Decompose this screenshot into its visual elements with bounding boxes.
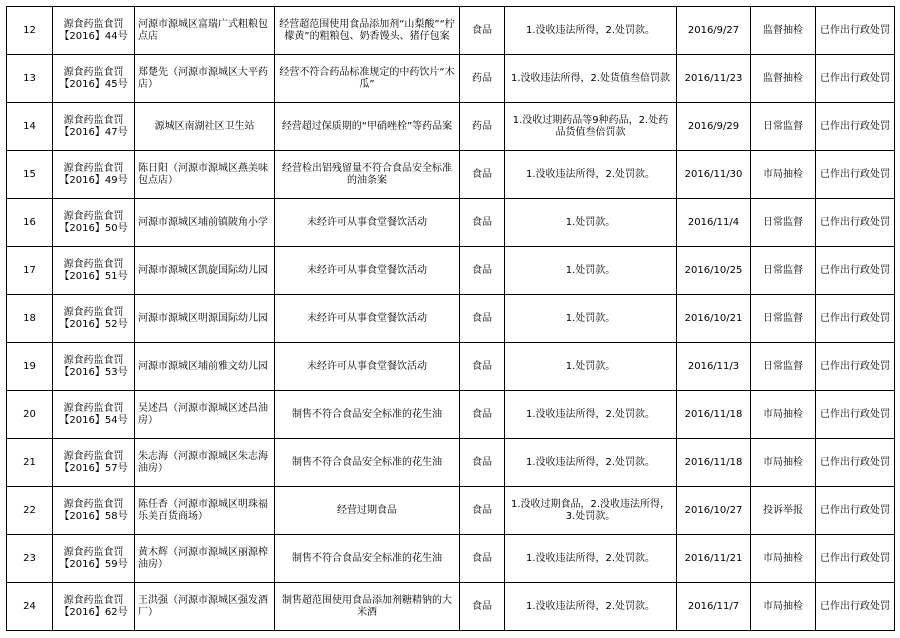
document-number-cell: 源食药监食罚【2016】53号 [53, 343, 135, 391]
party-name-cell: 陈任香（河源市源城区明珠福乐美百货商场） [135, 487, 275, 535]
violation-description-cell: 经营过期食品 [275, 487, 460, 535]
case-source-cell: 市局抽检 [751, 391, 816, 439]
penalty-content-cell: 1.没收违法所得，2.处罚款。 [505, 535, 677, 583]
category-cell: 食品 [460, 151, 505, 199]
violation-description-cell: 经营检出铝残留量不符合食品安全标准的油条案 [275, 151, 460, 199]
table-row [7, 7, 895, 55]
category-cell: 食品 [460, 583, 505, 631]
table-row [7, 535, 895, 583]
case-status-cell: 已作出行政处罚 [816, 247, 895, 295]
decision-date-cell: 2016/10/21 [677, 295, 751, 343]
row-number-cell: 16 [7, 199, 53, 247]
case-source-cell: 日常监督 [751, 199, 816, 247]
violation-description-cell: 未经许可从事食堂餐饮活动 [275, 343, 460, 391]
case-status-cell: 已作出行政处罚 [816, 55, 895, 103]
case-source-cell: 市局抽检 [751, 439, 816, 487]
row-number-cell: 21 [7, 439, 53, 487]
document-number-cell: 源食药监食罚【2016】45号 [53, 55, 135, 103]
decision-date-cell: 2016/11/18 [677, 391, 751, 439]
violation-description-cell: 经营超过保质期的“甲硝唑栓”等药品案 [275, 103, 460, 151]
violation-description-cell: 制售不符合食品安全标准的花生油 [275, 439, 460, 487]
party-name-cell: 河源市源城区凯旋国际幼儿园 [135, 247, 275, 295]
row-number-cell: 12 [7, 7, 53, 55]
decision-date-cell: 2016/11/4 [677, 199, 751, 247]
decision-date-cell: 2016/11/18 [677, 439, 751, 487]
penalty-content-cell: 1.没收过期食品，2.没收违法所得，3.处罚款。 [505, 487, 677, 535]
party-name-cell: 河源市源城区埔前镇陂角小学 [135, 199, 275, 247]
category-cell: 食品 [460, 199, 505, 247]
category-cell: 食品 [460, 295, 505, 343]
penalty-content-cell: 1.没收违法所得，2.处罚款。 [505, 151, 677, 199]
case-status-cell: 已作出行政处罚 [816, 199, 895, 247]
table-row [7, 247, 895, 295]
category-cell: 食品 [460, 487, 505, 535]
decision-date-cell: 2016/11/21 [677, 535, 751, 583]
category-cell: 食品 [460, 535, 505, 583]
table-row [7, 439, 895, 487]
document-number-cell: 源食药监食罚【2016】51号 [53, 247, 135, 295]
decision-date-cell: 2016/11/7 [677, 583, 751, 631]
row-number-cell: 15 [7, 151, 53, 199]
category-cell: 食品 [460, 7, 505, 55]
document-number-cell: 源食药监食罚【2016】52号 [53, 295, 135, 343]
document-number-cell: 源食药监食罚【2016】59号 [53, 535, 135, 583]
violation-description-cell: 制售不符合食品安全标准的花生油 [275, 535, 460, 583]
case-source-cell: 日常监督 [751, 295, 816, 343]
violation-description-cell: 经营超范围使用食品添加剂“山梨酸”“柠檬黄”的粗粮包、奶香馒头、猪仔包案 [275, 7, 460, 55]
document-number-cell: 源食药监食罚【2016】49号 [53, 151, 135, 199]
category-cell: 食品 [460, 343, 505, 391]
row-number-cell: 18 [7, 295, 53, 343]
document-number-cell: 源食药监食罚【2016】47号 [53, 103, 135, 151]
category-cell: 药品 [460, 103, 505, 151]
case-status-cell: 已作出行政处罚 [816, 151, 895, 199]
row-number-cell: 19 [7, 343, 53, 391]
violation-description-cell: 未经许可从事食堂餐饮活动 [275, 199, 460, 247]
row-number-cell: 17 [7, 247, 53, 295]
party-name-cell: 河源市源城区埔前雅文幼儿园 [135, 343, 275, 391]
party-name-cell: 河源市源城区富瑞广式粗粮包点店 [135, 7, 275, 55]
case-source-cell: 日常监督 [751, 247, 816, 295]
decision-date-cell: 2016/10/25 [677, 247, 751, 295]
table-row [7, 55, 895, 103]
party-name-cell: 郑楚先（河源市源城区大平药店） [135, 55, 275, 103]
penalty-content-cell: 1.没收违法所得，2.处罚款。 [505, 439, 677, 487]
table-row [7, 487, 895, 535]
document-number-cell: 源食药监食罚【2016】62号 [53, 583, 135, 631]
table-row [7, 103, 895, 151]
document-number-cell: 源食药监食罚【2016】54号 [53, 391, 135, 439]
case-source-cell: 监督抽检 [751, 55, 816, 103]
violation-description-cell: 制售不符合食品安全标准的花生油 [275, 391, 460, 439]
case-status-cell: 已作出行政处罚 [816, 103, 895, 151]
decision-date-cell: 2016/11/30 [677, 151, 751, 199]
case-source-cell: 市局抽检 [751, 583, 816, 631]
table-row [7, 391, 895, 439]
table-row [7, 151, 895, 199]
table-row [7, 343, 895, 391]
violation-description-cell: 制售超范围使用食品添加剂糖精钠的大米酒 [275, 583, 460, 631]
case-source-cell: 投诉举报 [751, 487, 816, 535]
penalty-content-cell: 1.没收违法所得，2.处货值叁倍罚款 [505, 55, 677, 103]
case-status-cell: 已作出行政处罚 [816, 7, 895, 55]
party-name-cell: 吴述昌（河源市源城区述昌油房） [135, 391, 275, 439]
decision-date-cell: 2016/10/27 [677, 487, 751, 535]
penalty-content-cell: 1.处罚款。 [505, 295, 677, 343]
category-cell: 食品 [460, 247, 505, 295]
violation-description-cell: 未经许可从事食堂餐饮活动 [275, 247, 460, 295]
row-number-cell: 24 [7, 583, 53, 631]
category-cell: 食品 [460, 439, 505, 487]
violation-description-cell: 经营不符合药品标准规定的中药饮片“木瓜” [275, 55, 460, 103]
decision-date-cell: 2016/9/27 [677, 7, 751, 55]
case-source-cell: 监督抽检 [751, 7, 816, 55]
row-number-cell: 22 [7, 487, 53, 535]
row-number-cell: 23 [7, 535, 53, 583]
row-number-cell: 13 [7, 55, 53, 103]
violation-description-cell: 未经许可从事食堂餐饮活动 [275, 295, 460, 343]
penalty-content-cell: 1.没收违法所得，2.处罚款。 [505, 391, 677, 439]
party-name-cell: 河源市源城区明源国际幼儿园 [135, 295, 275, 343]
party-name-cell: 朱志海（河源市源城区朱志海油房） [135, 439, 275, 487]
case-status-cell: 已作出行政处罚 [816, 439, 895, 487]
document-number-cell: 源食药监食罚【2016】44号 [53, 7, 135, 55]
case-status-cell: 已作出行政处罚 [816, 487, 895, 535]
penalty-content-cell: 1.没收过期药品等9种药品，2.处药品货值叁倍罚款 [505, 103, 677, 151]
row-number-cell: 14 [7, 103, 53, 151]
category-cell: 药品 [460, 55, 505, 103]
decision-date-cell: 2016/9/29 [677, 103, 751, 151]
table-row [7, 583, 895, 631]
case-status-cell: 已作出行政处罚 [816, 295, 895, 343]
penalty-content-cell: 1.处罚款。 [505, 199, 677, 247]
party-name-cell: 陈日阳（河源市源城区燕美味包点店） [135, 151, 275, 199]
table-row [7, 295, 895, 343]
document-number-cell: 源食药监食罚【2016】58号 [53, 487, 135, 535]
row-number-cell: 20 [7, 391, 53, 439]
table-body [7, 7, 895, 631]
party-name-cell: 黄木辉（河源市源城区丽源榨油房） [135, 535, 275, 583]
document-number-cell: 源食药监食罚【2016】57号 [53, 439, 135, 487]
penalty-records-table [6, 6, 895, 631]
penalty-content-cell: 1.处罚款。 [505, 247, 677, 295]
party-name-cell: 源城区南湖社区卫生站 [135, 103, 275, 151]
case-source-cell: 市局抽检 [751, 535, 816, 583]
category-cell: 食品 [460, 391, 505, 439]
penalty-content-cell: 1.没收违法所得，2.处罚款。 [505, 583, 677, 631]
case-source-cell: 日常监督 [751, 343, 816, 391]
penalty-content-cell: 1.处罚款。 [505, 343, 677, 391]
table-row [7, 199, 895, 247]
decision-date-cell: 2016/11/23 [677, 55, 751, 103]
party-name-cell: 王洪强（河源市源城区强发酒厂） [135, 583, 275, 631]
document-number-cell: 源食药监食罚【2016】50号 [53, 199, 135, 247]
case-source-cell: 市局抽检 [751, 151, 816, 199]
case-status-cell: 已作出行政处罚 [816, 391, 895, 439]
case-status-cell: 已作出行政处罚 [816, 343, 895, 391]
penalty-content-cell: 1.没收违法所得，2.处罚款。 [505, 7, 677, 55]
case-status-cell: 已作出行政处罚 [816, 535, 895, 583]
decision-date-cell: 2016/11/3 [677, 343, 751, 391]
case-status-cell: 已作出行政处罚 [816, 583, 895, 631]
case-source-cell: 日常监督 [751, 103, 816, 151]
